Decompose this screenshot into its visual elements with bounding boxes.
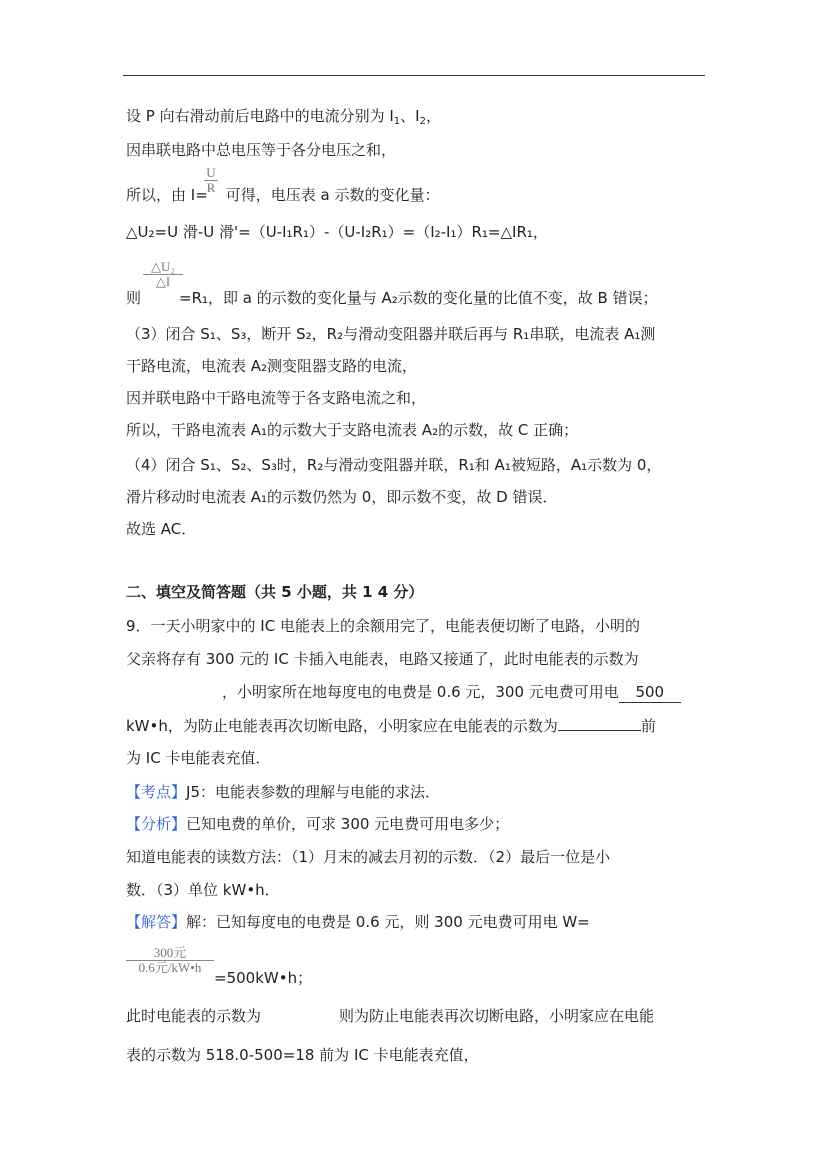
text-line: 因串联电路中总电压等于各分电压之和，: [126, 141, 397, 159]
text-line: 则 =R₁，即 a 的示数的变化量与 A₂示数的变化量的比值不变，故 B 错误；: [126, 289, 658, 307]
analysis-line: 知道电能表的读数方法：（1）月末的减去月初的示数．（2）最后一位是小: [126, 848, 611, 866]
fraction-du-over-di: △U₂ △I: [143, 260, 183, 289]
text-line: 因并联电路中干路电流等于各支路电流之和，: [126, 389, 427, 407]
text-line: （4）闭合 S₁、S₂、S₃时，R₂与滑动变阻器并联，R₁和 A₁被短路，A₁示数为 0，: [126, 456, 662, 474]
question-line: 父亲将存有 300 元的 IC 卡插入电能表，电路又接通了，此时电能表的示数为: [126, 650, 639, 668]
analysis: 【分析】已知电费的单价，可求 300 元电费可用电多少；: [126, 815, 510, 833]
question-line: 为 IC 卡电能表充值．: [126, 749, 271, 767]
question-line: kW•h，为防止电能表再次切断电路，小明家应在电能表的示数为 前: [126, 717, 656, 735]
knowledge-point: 【考点】J5：电能表参数的理解与电能的求法．: [126, 783, 440, 801]
solution: 【解答】解：已知每度电的电费是 0.6 元，则 300 元电费可用电 W=: [126, 913, 590, 931]
section-heading: 二、填空及简答题（共 5 小题，共 1 4 分）: [126, 583, 424, 601]
fraction-u-over-r: U R: [204, 166, 218, 195]
text-line: 所以，干路电流表 A₁的示数大于支路电流表 A₂的示数，故 C 正确；: [126, 421, 579, 439]
analysis-line: 数．（3）单位 kW•h．: [126, 881, 280, 899]
solution-line: 表的示数为 518.0-500=18 前为 IC 卡电能表充值，: [126, 1046, 479, 1064]
fraction-energy: 300元 0.6元/kW•h: [126, 946, 214, 975]
text-line: （3）闭合 S₁、S₃，断开 S₂，R₂与滑动变阻器并联后再与 R₁串联，电流表 A₁测: [126, 325, 656, 343]
solution-line: =500kW•h；: [214, 969, 313, 987]
text-line: 滑片移动时电流表 A₁的示数仍然为 0，即示数不变，故 D 错误．: [126, 488, 558, 506]
text-line: 干路电流，电流表 A₂测变阻器支路的电流，: [126, 357, 418, 375]
text-line: △U₂=U 滑-U 滑'=（U-I₁R₁）-（U-I₂R₁）=（I₂-I₁）R₁=△IR₁，: [126, 223, 548, 241]
question-line: 9．一天小明家中的 IC 电能表上的余额用完了，电能表便切断了电路，小明的: [126, 617, 640, 635]
question-line: ，小明家所在地每度电的电费是 0.6 元，300 元电费可用电 500: [126, 682, 681, 703]
solution-line: 此时电能表的示数为 则为防止电能表再次切断电路，小明家应在电能: [126, 1007, 655, 1025]
answer-blank: 500: [619, 682, 681, 703]
text-line: 所以，由 I= 可得，电压表 a 示数的变化量：: [126, 186, 440, 204]
text-line: 故选 AC．: [126, 520, 197, 538]
text-line: 设 P 向右滑动前后电路中的电流分别为 $I_1$、$I_2$，: [126, 107, 441, 127]
answer-blank: [558, 730, 641, 731]
header-rule: [123, 75, 705, 76]
